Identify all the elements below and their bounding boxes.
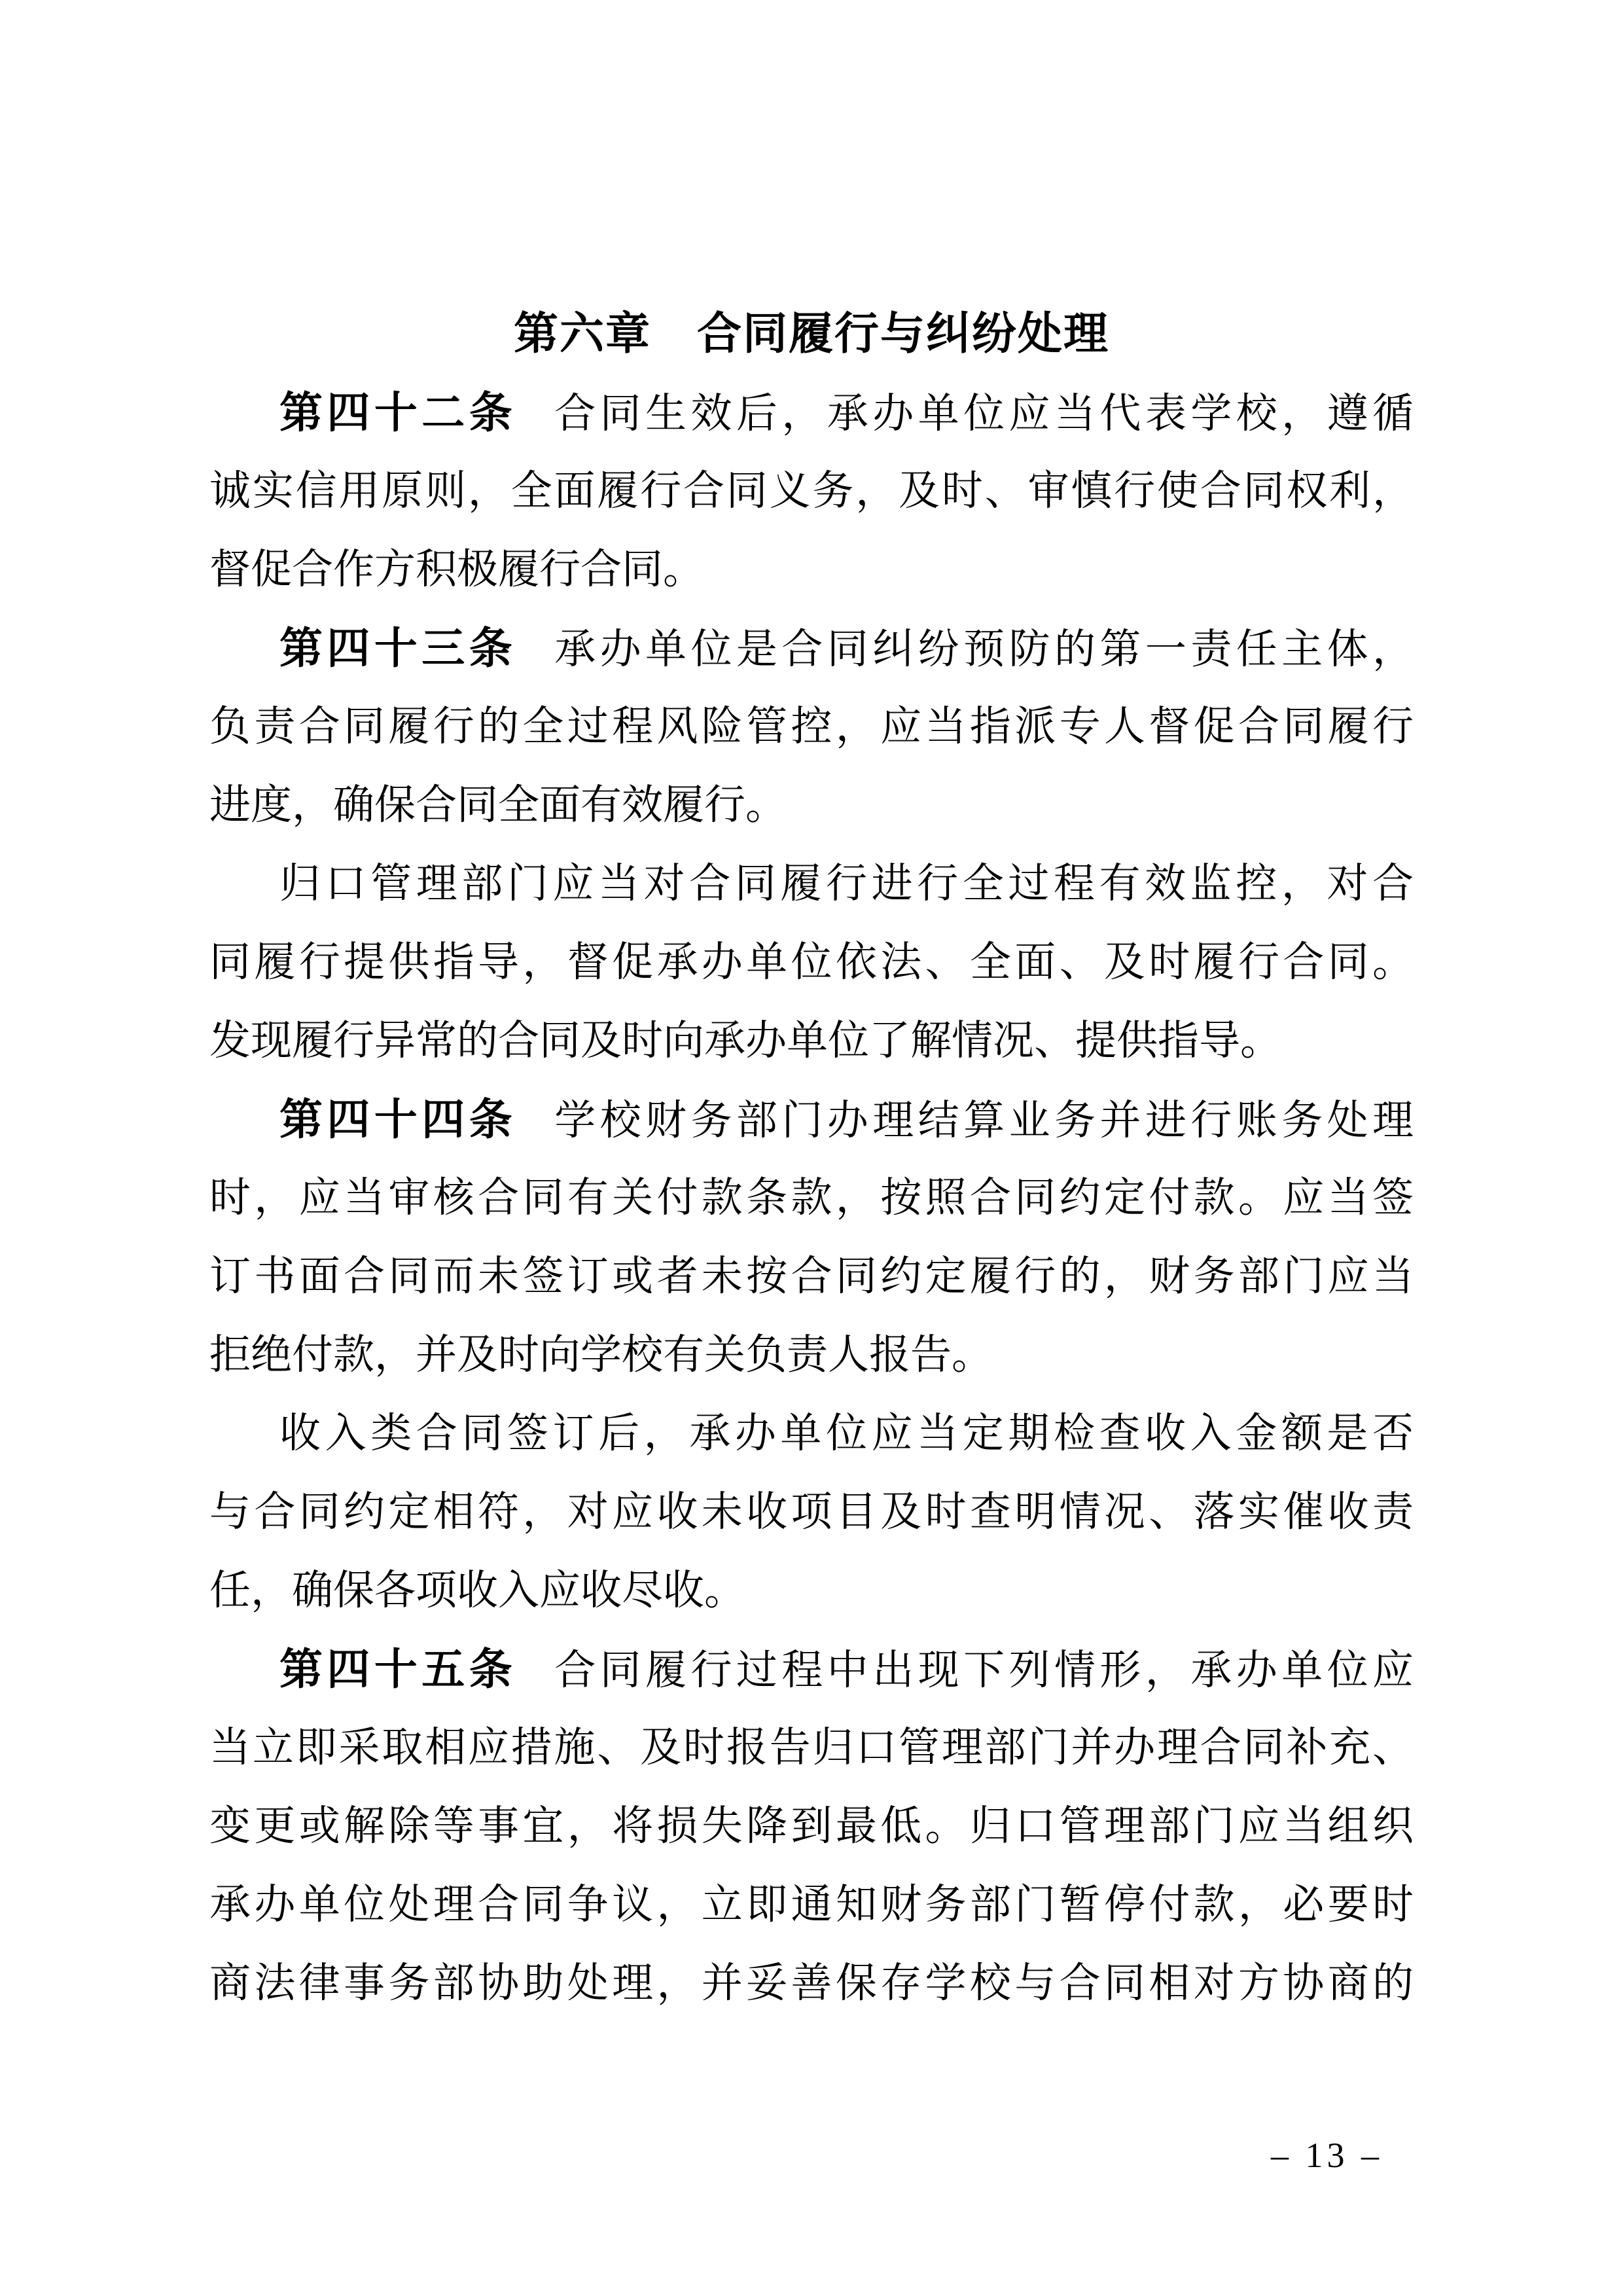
article-number: 第四十四条 <box>279 1095 517 1143</box>
chapter-title: 第六章 合同履行与纠纷处理 <box>513 309 1109 359</box>
paragraph-line <box>209 687 1414 766</box>
page-number: – 13 – <box>1271 2136 1383 2175</box>
line-text: 商法律事务部协助处理，并妥善保存学校与合同相对方协商的 <box>209 1960 1414 2006</box>
paragraph-line <box>209 844 1414 923</box>
paragraph-line <box>209 373 1414 452</box>
line-text: 收入类合同签订后，承办单位应当定期检查收入金额是否 <box>279 1410 1414 1456</box>
line-text: 学校财务部门办理结算业务并进行账务处理 <box>554 1098 1414 1143</box>
paragraph-line <box>209 1630 1414 1708</box>
line-text: 与合同约定相符，对应收未收项目及时查明情况、落实催收责 <box>209 1489 1414 1535</box>
paragraph-line <box>209 766 1414 844</box>
paragraph-line <box>209 530 1414 609</box>
line-text: 诚实信用原则，全面履行合同义务，及时、审慎行使合同权利， <box>209 468 1414 514</box>
paragraph-line <box>209 1001 1414 1080</box>
article-number: 第四十二条 <box>279 388 517 437</box>
line-text: 变更或解除等事宜，将损失降到最低。归口管理部门应当组织 <box>209 1803 1414 1849</box>
paragraph-line <box>209 1473 1414 1551</box>
paragraph-line <box>209 1394 1414 1473</box>
line-text: 合同生效后，承办单位应当代表学校，遵循 <box>554 391 1414 437</box>
line-text: 发现履行异常的合同及时向承办单位了解情况、提供指导。 <box>209 1018 1281 1064</box>
line-text: 承办单位是合同纠纷预防的第一责任主体， <box>554 626 1414 672</box>
line-text: 时，应当审核合同有关付款条款，按照合同约定付款。应当签 <box>209 1175 1414 1221</box>
paragraph-line <box>209 1865 1414 1944</box>
line-text: 承办单位处理合同争议，立即通知财务部门暂停付款，必要时 <box>209 1882 1414 1928</box>
line-text: 负责合同履行的全过程风险管控，应当指派专人督促合同履行 <box>209 704 1414 749</box>
line-text: 督促合作方积极履行合同。 <box>209 547 704 592</box>
paragraph-line <box>209 609 1414 687</box>
line-text: 进度，确保合同全面有效履行。 <box>209 782 787 828</box>
line-text: 归口管理部门应当对合同履行进行全过程有效监控，对合 <box>279 861 1414 906</box>
article-number: 第四十三条 <box>279 624 517 672</box>
line-text: 当立即采取相应措施、及时报告归口管理部门并办理合同补充、 <box>209 1725 1414 1770</box>
paragraph-line <box>209 1158 1414 1237</box>
paragraph-line <box>209 1080 1414 1158</box>
paragraph-line <box>209 1551 1414 1630</box>
line-text: 任，确保各项收入应收尽收。 <box>209 1568 745 1613</box>
line-text: 订书面合同而未签订或者未按合同约定履行的，财务部门应当 <box>209 1253 1414 1299</box>
paragraph-line <box>209 1944 1414 2022</box>
line-text: 合同履行过程中出现下列情形，承办单位应 <box>554 1647 1414 1693</box>
paragraph-line <box>209 452 1414 530</box>
text-block <box>209 295 1414 2022</box>
paragraph-line <box>209 1708 1414 1787</box>
paragraph-line <box>209 1316 1414 1394</box>
article-number: 第四十五条 <box>279 1645 517 1693</box>
paragraph-line <box>209 1237 1414 1316</box>
paragraph-line <box>209 1787 1414 1865</box>
line-text: 拒绝付款，并及时向学校有关负责人报告。 <box>209 1332 993 1378</box>
line-text: 同履行提供指导，督促承办单位依法、全面、及时履行合同。 <box>209 939 1414 985</box>
paragraph-line <box>209 923 1414 1001</box>
